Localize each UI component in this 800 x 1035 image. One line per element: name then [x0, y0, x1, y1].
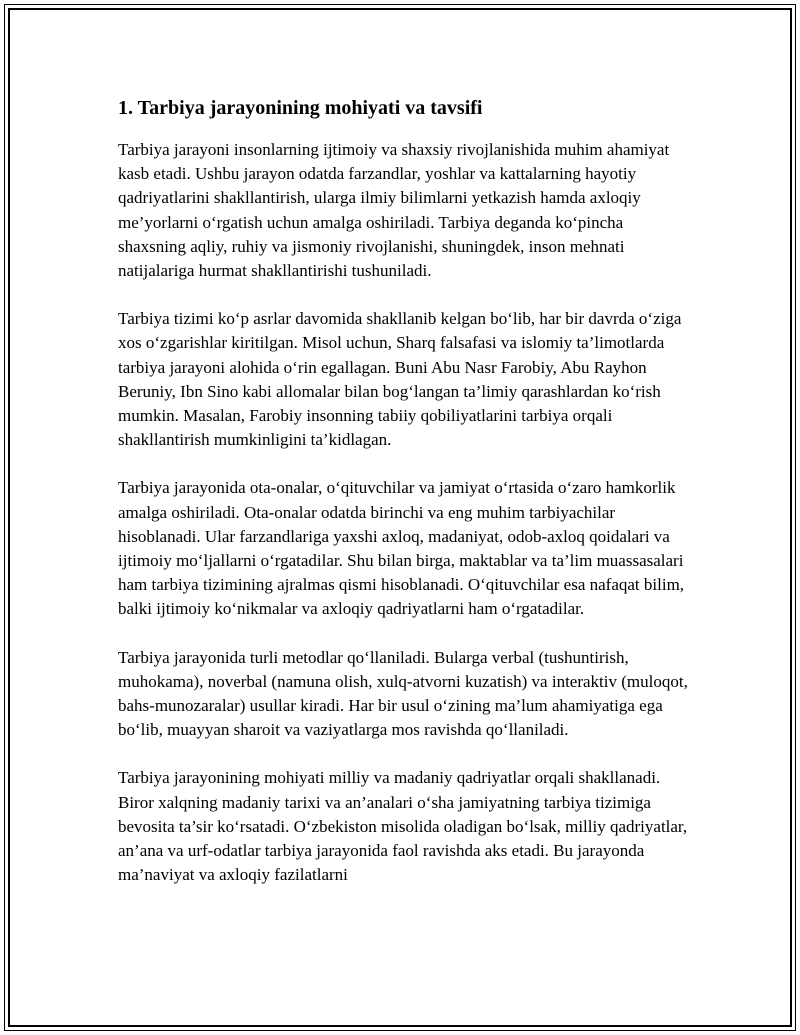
paragraph-3: Tarbiya jarayonida ota-onalar, o‘qituvchilar va jamiyat o‘rtasida o‘zaro hamkorlik amalga oshiriladi. Ota-onalar odatda birinchi va eng muhim tarbiyachilar hisoblanadi. Ular farzandlariga yaxshi axloq, madaniyat, odob-axloq qoidalari va ijtimoiy mo‘ljallarni o‘rgatadilar. Shu bilan birga, maktablar va ta’lim muassasalari ham tarbiya tizimining ajralmas qismi hisoblanadi. O‘qituvchilar esa nafaqat bilim, balki ijtimoiy ko‘nikmalar va axloqiy qadriyatlarni ham o‘rgatadilar. [118, 478, 685, 619]
paragraph-1: Tarbiya jarayoni insonlarning ijtimoiy va shaxsiy rivojlanishida muhim ahamiyat kasb etadi. Ushbu jarayon odatda farzandlar, yoshlar va kattalarning hayotiy qadriyatlarini shakllantirish, ularga ilmiy bilimlarni yetkazish hamda axloqiy me’yorlarni o‘rgatish uchun amalga oshiriladi. Tarbiya deganda ko‘pincha shaxsning aqliy, ruhiy va jismoniy rivojlanishi, shuningdek, inson mehnati natijalariga hurmat shakllantirishi tushuniladi. [118, 140, 670, 281]
paragraph-5: Tarbiya jarayonining mohiyati milliy va madaniy qadriyatlar orqali shakllanadi. Biror xalqning madaniy tarixi va an’analari o‘sha jamiyatning tarbiya tizimiga bevosita ta’sir ko‘rsatadi. O‘zbekiston misolida oladigan bo‘lsak, milliy qadriyatlar, an’ana va urf-odatlar tarbiya jarayonida faol ravishda aks etadi. Bu jarayonda ma’naviyat va axloqiy fazilatlarni [118, 768, 688, 885]
document-body [118, 94, 693, 911]
section-heading: 1. Tarbiya jarayonining mohiyati va tavsifi [118, 97, 483, 119]
paragraph-2: Tarbiya tizimi ko‘p asrlar davomida shakllanib kelgan bo‘lib, har bir davrda o‘ziga xos o‘zgarishlar kiritilgan. Misol uchun, Sharq falsafasi va islomiy ta’limotlarda tarbiya jarayoni alohida o‘rin egallagan. Buni Abu Nasr Farobiy, Abu Rayhon Beruniy, Ibn Sino kabi allomalar bilan bog‘langan ta’limiy qarashlardan ko‘rish mumkin. Masalan, Farobiy insonning tabiiy qobiliyatlarini tarbiya orqali shakllantirish mumkinligini ta’kidlagan. [118, 309, 682, 450]
paragraph-4: Tarbiya jarayonida turli metodlar qo‘llaniladi. Bularga verbal (tushuntirish, muhokama), noverbal (namuna olish, xulq-atvorni kuzatish) va interaktiv (muloqot, bahs-munozaralar) usullar kiradi. Har bir usul o‘zining ma’lum ahamiyatiga ega bo‘lib, muayyan sharoit va vaziyatlarga mos ravishda qo‘llaniladi. [118, 647, 688, 740]
